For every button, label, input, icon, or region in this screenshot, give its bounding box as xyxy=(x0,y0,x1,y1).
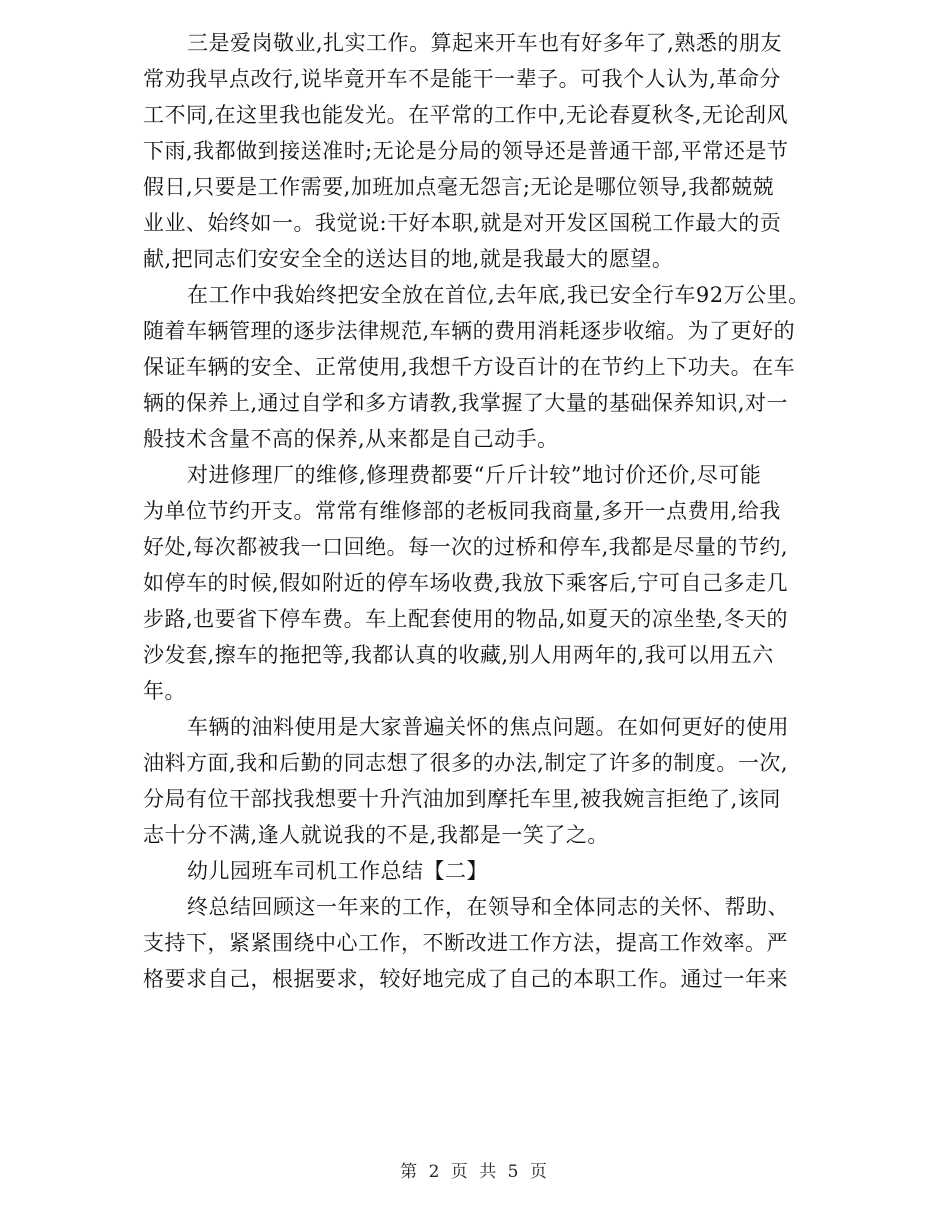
text-line-10: 保证车辆的安全、正常使用,我想千方设百计的在节约上下功夫。在车 xyxy=(143,355,796,379)
text-line-6: 业业、始终如一。我觉说:干好本职,就是对开发区国税工作最大的贡 xyxy=(143,211,782,235)
text-line-4: 下雨,我都做到接送准时;无论是分局的领导还是普通干部,平常还是节 xyxy=(143,139,789,163)
text-line-1: 三是爱岗敬业,扎实工作。算起来开车也有好多年了,熟悉的朋友 xyxy=(187,31,782,55)
text-line-5: 假日,只要是工作需要,加班加点毫无怨言;无论是哪位领导,我都兢兢 xyxy=(143,175,775,199)
text-line-18: 沙发套,擦车的拖把等,我都认真的收藏,别人用两年的,我可以用五六 xyxy=(143,643,774,667)
text-line-16: 如停车的时候,假如附近的停车场收费,我放下乘客后,宁可自己多走几 xyxy=(143,571,789,595)
text-line-11: 辆的保养上,通过自学和多方请教,我掌握了大量的基础保养知识,对一 xyxy=(143,391,789,415)
text-line-12: 般技术含量不高的保养,从来都是自己动手。 xyxy=(143,427,559,451)
text-line-7: 献,把同志们安安全全的送达目的地,就是我最大的愿望。 xyxy=(143,247,674,271)
text-line-2: 常劝我早点改行,说毕竟开车不是能干一辈子。可我个人认为,革命分 xyxy=(143,67,781,91)
text-line-25: 终总结回顾这一年来的工作，在领导和全体同志的关怀、帮助、 xyxy=(187,895,789,919)
text-line-21: 油料方面,我和后勤的同志想了很多的办法,制定了许多的制度。一次, xyxy=(143,751,789,775)
text-line-17: 步路,也要省下停车费。车上配套使用的物品,如夏天的凉坐垫,冬天的 xyxy=(143,607,789,631)
section-heading: 幼儿园班车司机工作总结【二】 xyxy=(187,859,488,883)
text-line-23: 志十分不满,逢人就说我的不是,我都是一笑了之。 xyxy=(143,823,609,847)
text-line-15: 好处,每次都被我一口回绝。每一次的过桥和停车,我都是尽量的节约, xyxy=(143,535,789,559)
text-line-26: 支持下，紧紧围绕中心工作，不断改进工作方法，提高工作效率。严 xyxy=(143,931,788,955)
text-line-19: 年。 xyxy=(143,679,186,703)
text-line-20: 车辆的油料使用是大家普遍关怀的焦点问题。在如何更好的使用 xyxy=(187,715,789,739)
text-line-22: 分局有位干部找我想要十升汽油加到摩托车里,被我婉言拒绝了,该同 xyxy=(143,787,781,811)
page-number-footer: 第 2 页 共 5 页 xyxy=(400,1162,550,1182)
text-line-8: 在工作中我始终把安全放在首位,去年底,我已安全行车92万公里。 xyxy=(187,283,810,307)
text-line-14: 为单位节约开支。常常有维修部的老板同我商量,多开一点费用,给我 xyxy=(143,499,781,523)
text-line-3: 工不同,在这里我也能发光。在平常的工作中,无论春夏秋冬,无论刮风 xyxy=(143,103,789,127)
text-line-9: 随着车辆管理的逐步法律规范,车辆的费用消耗逐步收缩。为了更好的 xyxy=(143,319,796,343)
text-line-27: 格要求自己，根据要求，较好地完成了自己的本职工作。通过一年来 xyxy=(143,967,788,991)
text-line-13: 对进修理厂的维修,修理费都要“斤斤计较”地讨价还价,尽可能 xyxy=(187,463,762,487)
